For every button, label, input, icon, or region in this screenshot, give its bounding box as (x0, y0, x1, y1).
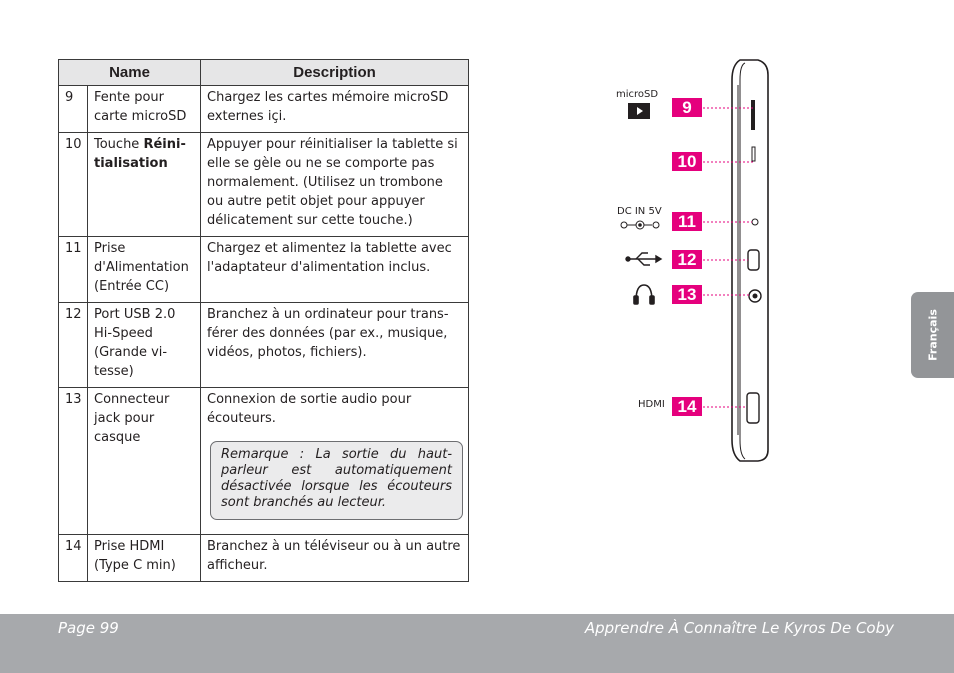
row-description: Branchez à un téléviseur ou à un autre afficheur. (201, 535, 469, 582)
tablet-side-diagram (600, 55, 780, 465)
language-tab (911, 292, 954, 378)
badge-12: 12 (672, 250, 702, 269)
headphones-icon (634, 285, 654, 304)
table-header-row (59, 60, 469, 86)
row-number: 10 (59, 133, 88, 237)
row-number: 9 (59, 86, 88, 133)
row-description: Branchez à un ordinateur pour trans-férer des données (par ex., musique, vidéos, photos, fichiers). (201, 303, 469, 388)
usb-icon (626, 253, 661, 265)
badge-14: 14 (672, 397, 702, 416)
row-name: Connecteur jack pour casque (88, 388, 201, 535)
badge-13: 13 (672, 285, 702, 304)
row-name (88, 133, 201, 237)
table-row (59, 86, 469, 133)
row-description: Appuyer pour réinitialiser la tablette si elle se gèle ou ne se comporte pas normalement. (Utilisez un trombone ou autre petit objet pour appuyer délicatement sur cette touche.) (201, 133, 469, 237)
chapter-title: Apprendre À Connaître Le Kyros De Coby (584, 619, 894, 637)
table-row (59, 133, 469, 237)
badge-10: 10 (672, 152, 702, 171)
dc-in-label: DC IN 5V (617, 206, 662, 217)
header-description: Description (201, 60, 469, 86)
header-name: Name (59, 60, 201, 86)
table-row (59, 388, 469, 535)
row-description: Chargez et alimentez la tablette avec l'adaptateur d'alimentation inclus. (201, 237, 469, 303)
row-description: Chargez les cartes mémoire microSD externes içi. (201, 86, 469, 133)
microsd-slot (751, 100, 755, 130)
row-name: Port USB 2.0 Hi-Speed (Grande vi-tesse) (88, 303, 201, 388)
table-row (59, 303, 469, 388)
hdmi-label: HDMI (638, 399, 665, 410)
row-name: Prise d'Alimentation (Entrée CC) (88, 237, 201, 303)
page-number: Page 99 (58, 619, 119, 637)
page-footer (0, 614, 954, 673)
note-box: Remarque : La sortie du haut-parleur est automatiquement désactivée lorsque les écouteurs sont branchés au lecteur. (210, 441, 463, 520)
row-number: 12 (59, 303, 88, 388)
tablet-outline (732, 60, 768, 461)
badge-11: 11 (672, 212, 702, 231)
row-number: 11 (59, 237, 88, 303)
row-number: 13 (59, 388, 88, 535)
row-description-text: Connexion de sortie audio pour écouteurs. (207, 392, 412, 426)
row-name: Fente pour carte microSD (88, 86, 201, 133)
row-description (201, 388, 469, 535)
row-number: 14 (59, 535, 88, 582)
microsd-label: microSD (616, 89, 659, 100)
row-name-text: Touche (94, 137, 144, 152)
language-tab-label: Français (926, 309, 939, 361)
badge-9: 9 (672, 98, 702, 117)
dc-polarity-icon (621, 221, 659, 229)
table-row (59, 237, 469, 303)
row-name: Prise HDMI (Type C min) (88, 535, 201, 582)
spec-table (58, 59, 469, 582)
table-row (59, 535, 469, 582)
row-name-bold: Réini-tialisation (94, 137, 186, 171)
